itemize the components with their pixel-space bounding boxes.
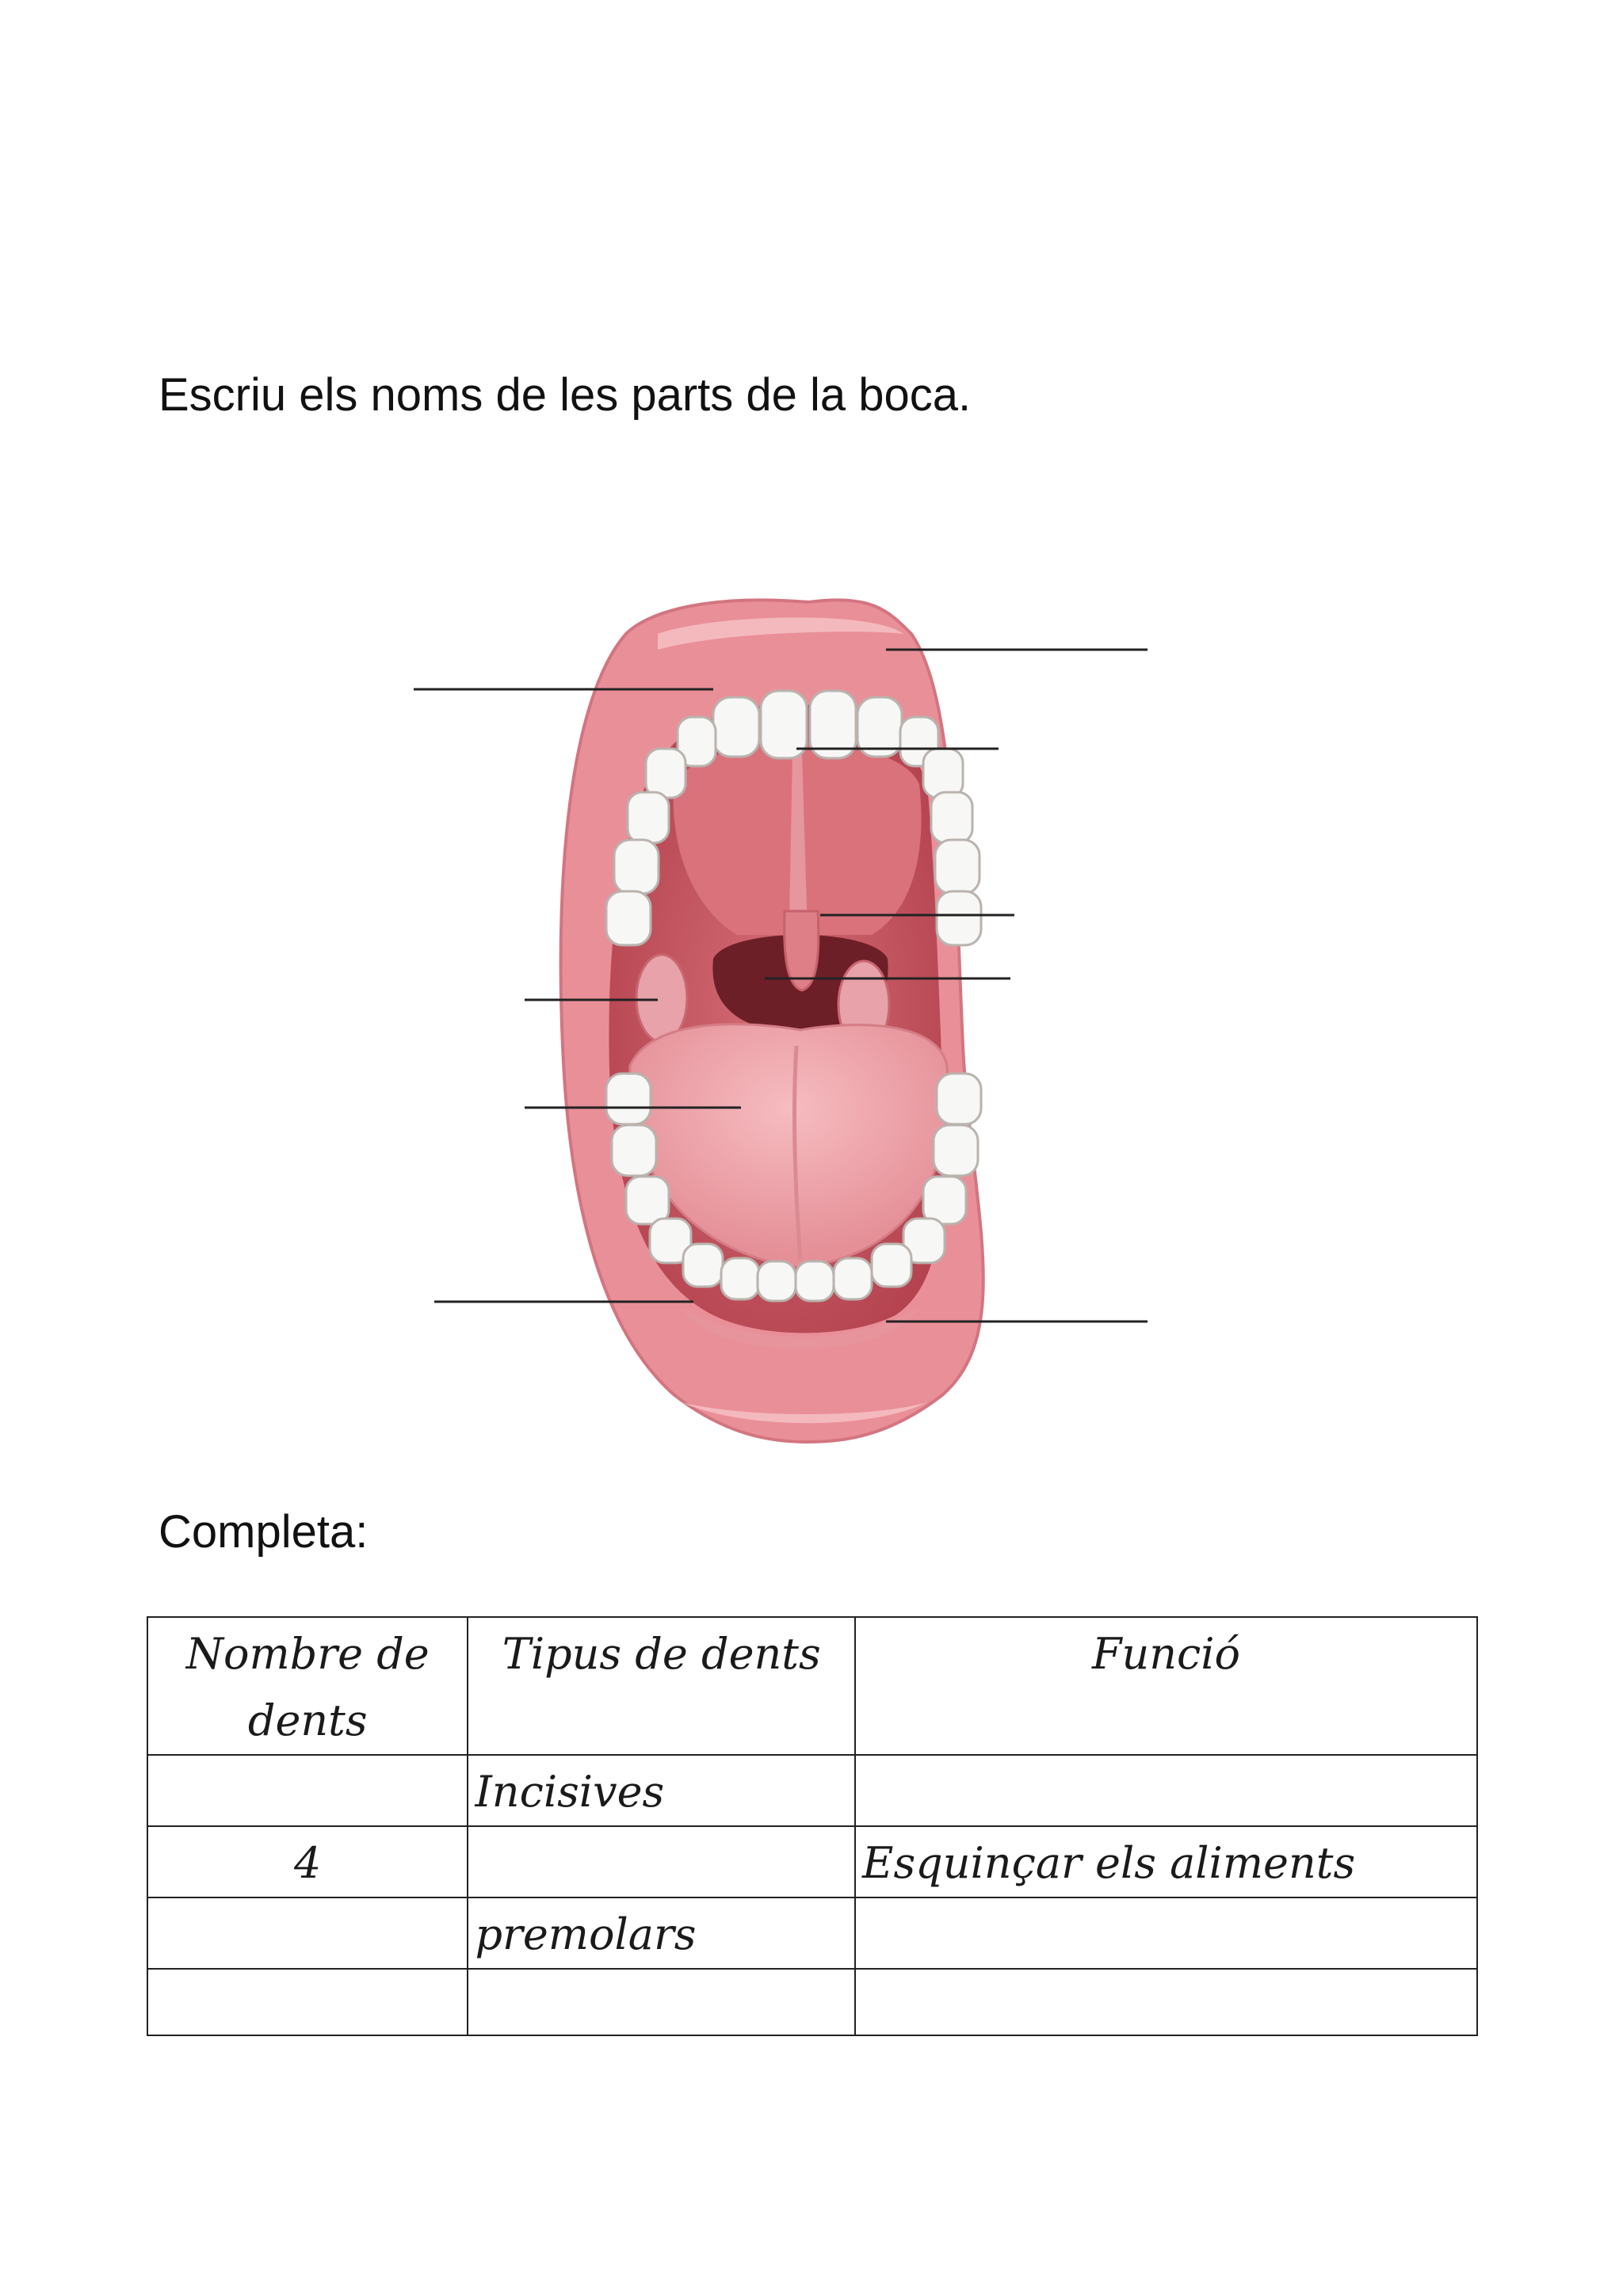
table-cell[interactable]: premolars [468,1897,855,1969]
table-cell[interactable] [147,1755,468,1826]
tonsil-left [636,955,687,1042]
table-row [147,1897,1477,1969]
header-tipus-de-dents: Tipus de dents [468,1617,855,1755]
header-nombre-de-dents: Nombre de dents [147,1617,468,1755]
table-cell[interactable]: Esquinçar els aliments [855,1826,1477,1897]
table-cell[interactable] [855,1755,1477,1826]
table-cell[interactable]: Incisives [468,1755,855,1826]
table-cell[interactable]: 4 [147,1826,468,1897]
table-header-row [147,1617,1477,1755]
table-cell[interactable] [855,1897,1477,1969]
table-row [147,1969,1477,2035]
teeth-table [147,1616,1478,2036]
table-cell[interactable] [468,1969,855,2035]
instruction-complete: Completa: [158,1506,369,1558]
table-cell[interactable] [855,1969,1477,2035]
table-cell[interactable] [147,1897,468,1969]
header-funcio: Funció [855,1617,1477,1755]
table-cell[interactable] [147,1969,468,2035]
table-cell[interactable] [468,1826,855,1897]
table-row [147,1755,1477,1826]
table-row [147,1826,1477,1897]
instruction-label-parts: Escriu els noms de les parts de la boca. [158,369,972,421]
